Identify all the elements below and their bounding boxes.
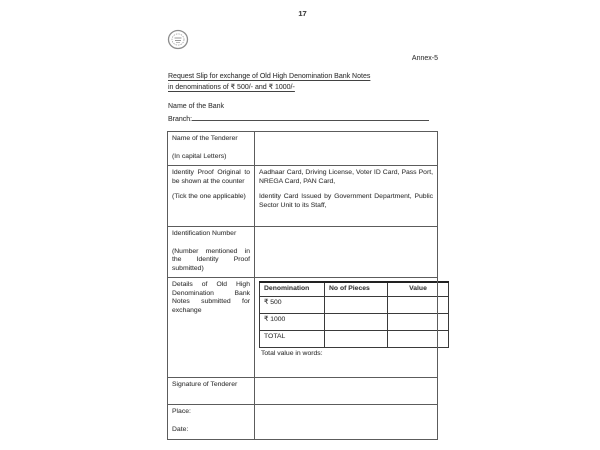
row-tenderer (168, 132, 438, 166)
signature-value-cell (255, 378, 438, 405)
place-date-value-cell (255, 405, 438, 440)
details-label-cell (168, 278, 255, 378)
signature-label: Signature of Tenderer (172, 381, 238, 388)
row-details-notes (168, 278, 438, 378)
tenderer-label: Name of the Tenderer (172, 135, 238, 142)
tenderer-label-cell (168, 132, 255, 166)
total-value-in-words-label: Total value in words: (261, 349, 323, 357)
tenderer-sublabel: (In capital Letters) (172, 152, 227, 160)
branch-fill-line (192, 113, 429, 121)
annex-label: Annex-5 (411, 55, 438, 62)
denomination-1000-pieces (325, 313, 388, 330)
branch-field (168, 113, 429, 123)
idnumber-value-cell (255, 227, 438, 278)
denomination-500-value (388, 296, 449, 313)
identity-label: Identity Proof Original to be shown at the counter (172, 169, 250, 185)
title-line-2: in denominations of ₹ 500/- and ₹ 1000/- (168, 84, 295, 91)
header-no-of-pieces: No of Pieces (325, 282, 388, 296)
bank-name-label: Name of the Bank (168, 103, 225, 110)
bank-seal-icon (167, 29, 189, 50)
header-value: Value (388, 282, 449, 296)
place-label: Place: (172, 408, 191, 415)
denomination-total-label: TOTAL (260, 330, 325, 347)
date-label: Date: (172, 425, 189, 433)
idnumber-label-cell (168, 227, 255, 278)
identity-cards-list-2: Identity Card Issued by Government Department, Public Sector Unit to its Staff, (259, 193, 433, 209)
denomination-row-1000 (260, 313, 449, 330)
denomination-1000-label: ₹ 1000 (260, 313, 325, 330)
details-value-cell (255, 278, 438, 378)
title-line-1: Request Slip for exchange of Old High Denomination Bank Notes (168, 73, 371, 80)
denomination-row-500 (260, 296, 449, 313)
place-date-label-cell (168, 405, 255, 440)
denomination-1000-value (388, 313, 449, 330)
idnumber-label: Identification Number (172, 230, 237, 237)
tenderer-value-cell (255, 132, 438, 166)
identity-sublabel: (Tick the one applicable) (172, 193, 246, 201)
denomination-500-label: ₹ 500 (260, 296, 325, 313)
document-title (168, 71, 448, 93)
idnumber-sublabel: (Number mentioned in the Identity Proof submitted) (172, 247, 250, 272)
request-form-table (167, 131, 438, 440)
identity-label-cell (168, 166, 255, 227)
denomination-total-pieces (325, 330, 388, 347)
identity-value-cell (255, 166, 438, 227)
row-signature (168, 378, 438, 405)
branch-label: Branch: (168, 116, 193, 123)
denomination-total-value (388, 330, 449, 347)
denomination-table-header (260, 282, 449, 296)
identity-cards-list: Aadhaar Card, Driving License, Voter ID Card, Pass Port, NREGA Card, PAN Card, (259, 169, 433, 185)
denomination-row-total (260, 330, 449, 347)
row-place-date (168, 405, 438, 440)
denomination-table (259, 281, 449, 348)
denomination-500-pieces (325, 296, 388, 313)
signature-label-cell (168, 378, 255, 405)
page-number: 17 (298, 9, 307, 18)
row-identity-proof (168, 166, 438, 227)
details-label: Details of Old High Denomination Bank Notes submitted for exchange (172, 281, 250, 314)
header-denomination: Denomination (260, 282, 325, 296)
row-identification-number (168, 227, 438, 278)
